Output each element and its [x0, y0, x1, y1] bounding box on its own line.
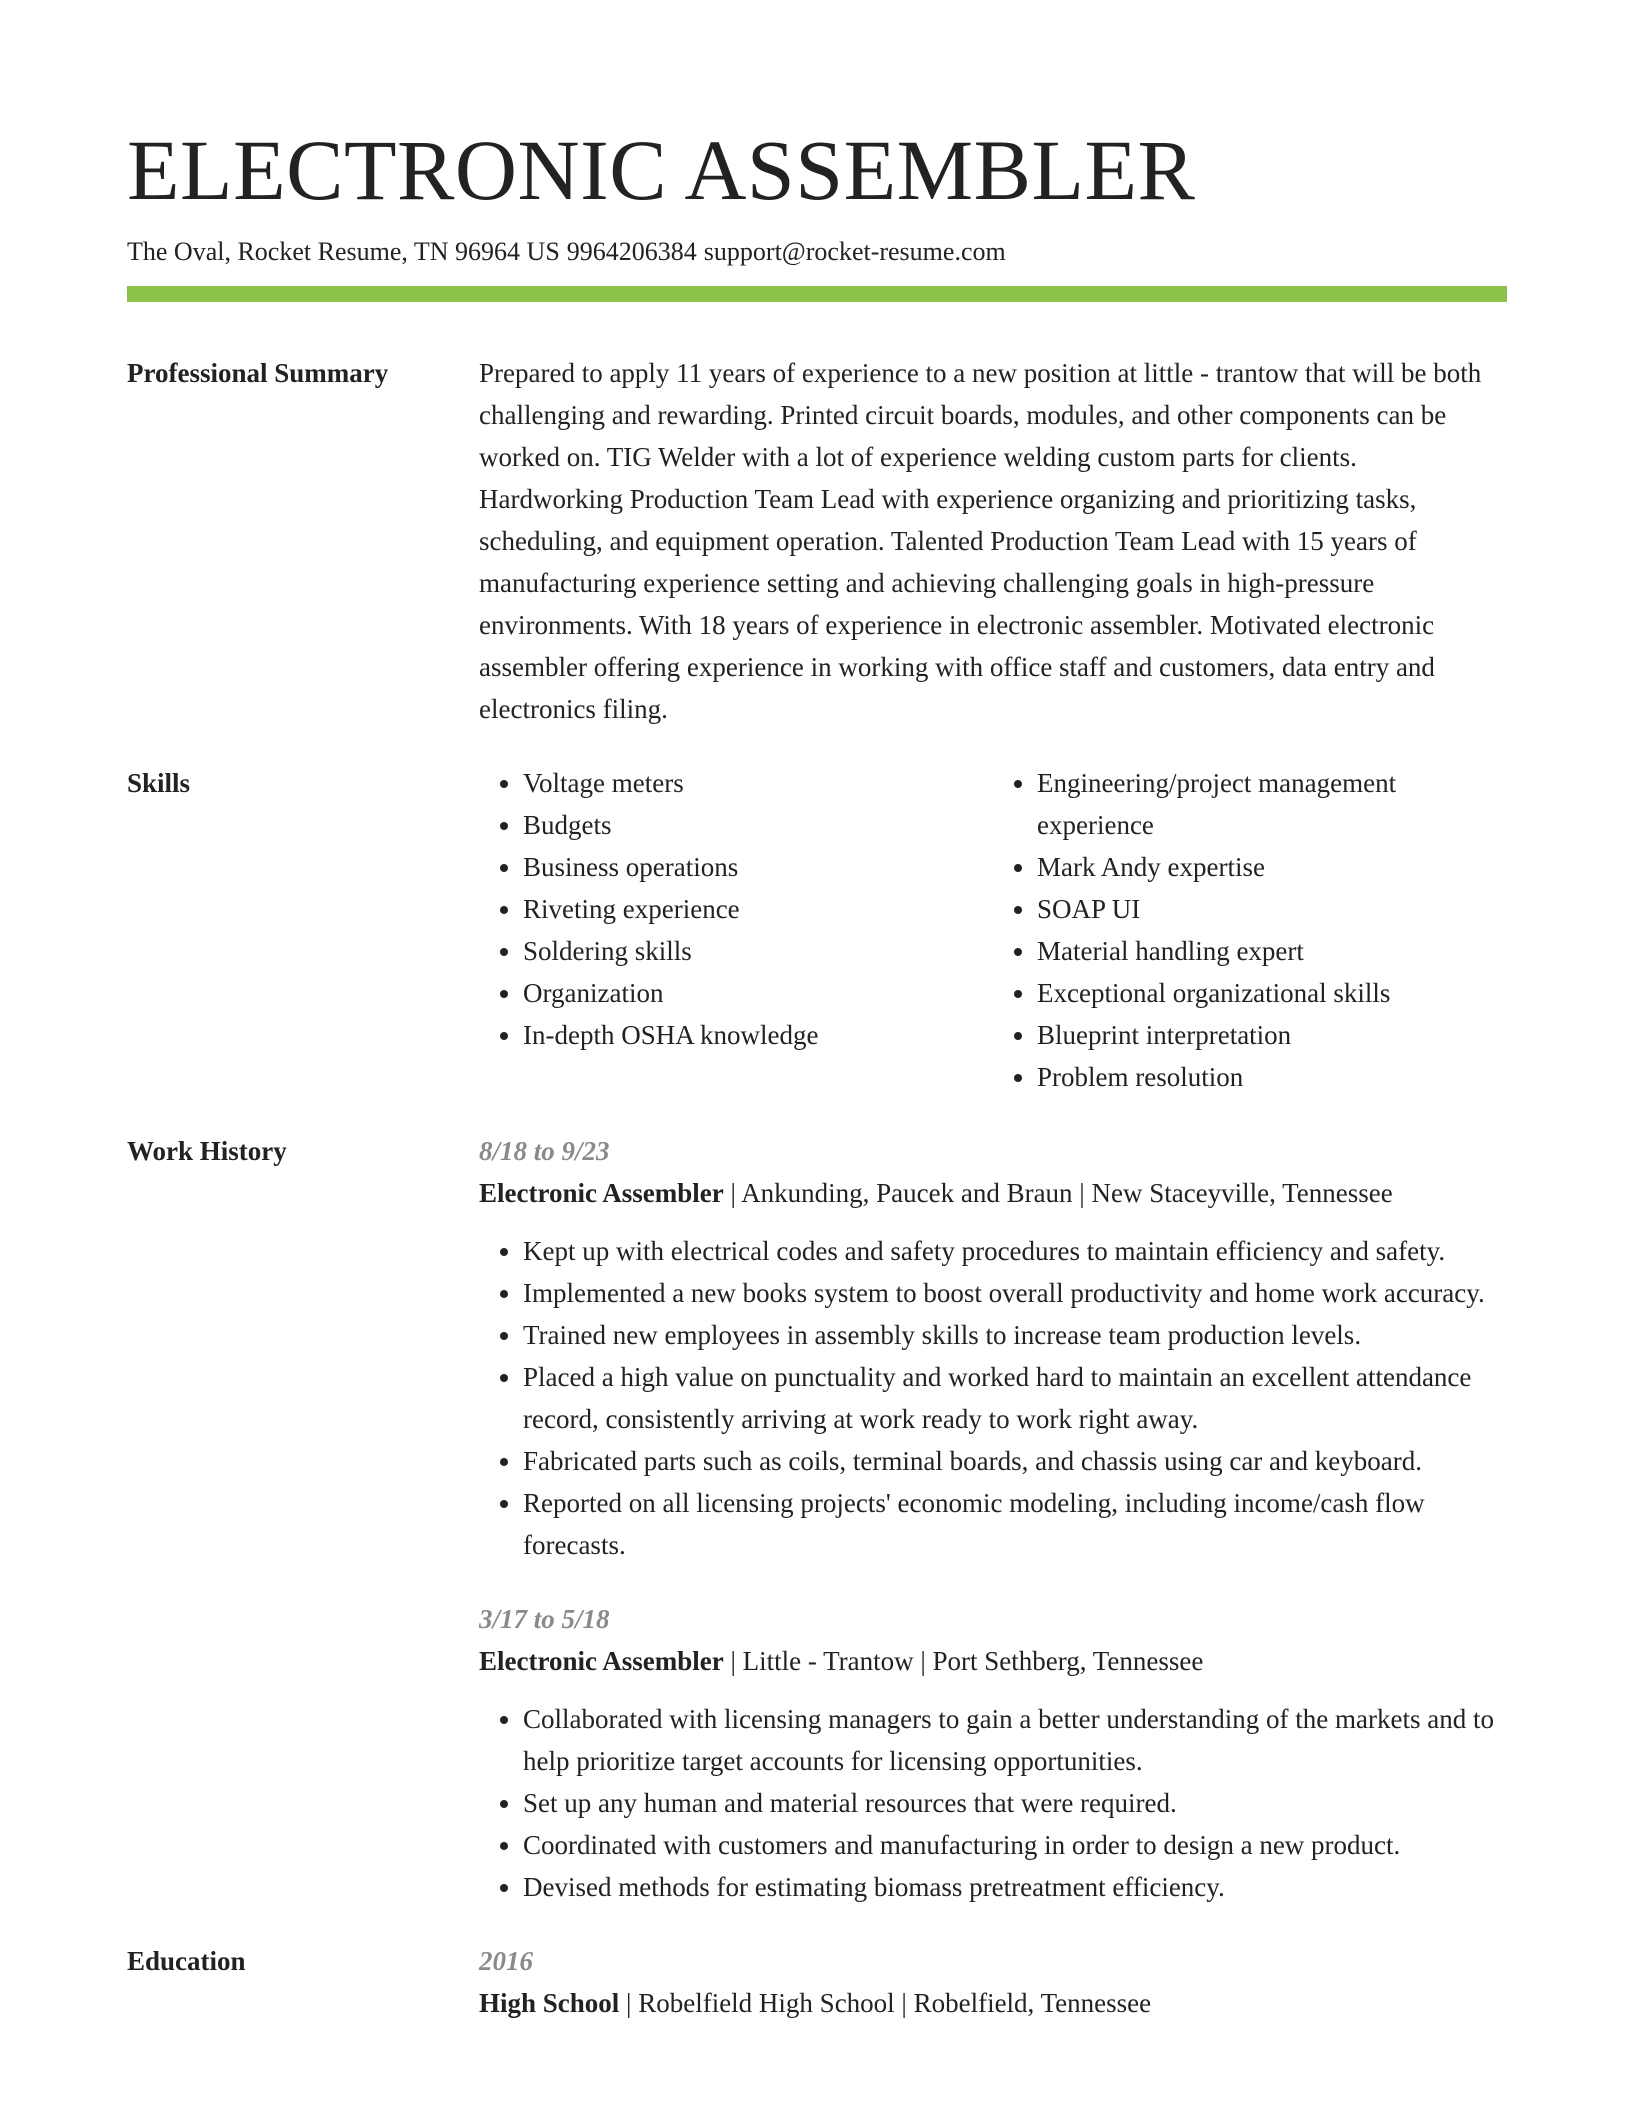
skill-item: • Engineering/project management experience	[1037, 762, 1507, 846]
education-section	[127, 1940, 1507, 2024]
job-title: Electronic Assembler	[479, 1646, 724, 1676]
skill-item: • Budgets	[523, 804, 993, 846]
skills-list-left	[479, 762, 993, 1098]
duty-item: • Set up any human and material resources that were required.	[523, 1782, 1507, 1824]
contact-email: support@rocket-resume.com	[703, 237, 1006, 266]
skill-item: • Exceptional organizational skills	[1037, 972, 1507, 1014]
work-history-heading: Work History	[127, 1136, 287, 1166]
skills-section	[127, 762, 1507, 1098]
job-entry	[479, 1130, 1507, 1566]
skill-item: • Business operations	[523, 846, 993, 888]
education-details: | Robelfield High School | Robelfield, Tennessee	[619, 1988, 1152, 2018]
duty-item: • Fabricated parts such as coils, terminal boards, and chassis using car and keyboard.	[523, 1440, 1507, 1482]
contact-phone: 9964206384	[566, 237, 697, 266]
job-heading	[479, 1640, 1507, 1682]
skill-item: • Organization	[523, 972, 993, 1014]
candidate-name: ELECTRONIC ASSEMBLER	[127, 122, 1196, 218]
skill-item: • Problem resolution	[1037, 1056, 1507, 1098]
work-history-section	[127, 1130, 1507, 1908]
job-heading	[479, 1172, 1507, 1214]
skill-item: • Soldering skills	[523, 930, 993, 972]
job-duties	[479, 1230, 1507, 1566]
education-body	[479, 1940, 1507, 2024]
skill-item: • Material handling expert	[1037, 930, 1507, 972]
skills-heading: Skills	[127, 768, 191, 798]
skill-item: • Blueprint interpretation	[1037, 1014, 1507, 1056]
job-dates: 3/17 to 5/18	[479, 1604, 610, 1634]
contact-line	[127, 234, 1507, 270]
duty-item: • Devised methods for estimating biomass pretreatment efficiency.	[523, 1866, 1507, 1908]
job-title: Electronic Assembler	[479, 1178, 724, 1208]
education-year: 2016	[479, 1946, 533, 1976]
summary-heading: Professional Summary	[127, 358, 389, 388]
contact-address: The Oval, Rocket Resume, TN 96964 US	[127, 237, 560, 266]
skill-item: • In-depth OSHA knowledge	[523, 1014, 993, 1056]
skill-item: • Riveting experience	[523, 888, 993, 930]
job-dates: 8/18 to 9/23	[479, 1136, 610, 1166]
skill-item: • Mark Andy expertise	[1037, 846, 1507, 888]
education-heading: Education	[127, 1946, 246, 1976]
duty-item: • Reported on all licensing projects' economic modeling, including income/cash flow forecasts.	[523, 1482, 1507, 1566]
job-details: | Ankunding, Paucek and Braun | New Staceyville, Tennessee	[723, 1178, 1393, 1208]
skills-list-right	[993, 762, 1507, 1098]
duty-item: • Collaborated with licensing managers to gain a better understanding of the markets and to help prioritize target accounts for licensing opportunities.	[523, 1698, 1507, 1782]
job-details: | Little - Trantow | Port Sethberg, Tennessee	[723, 1646, 1204, 1676]
job-duties	[479, 1698, 1507, 1908]
duty-item: • Trained new employees in assembly skills to increase team production levels.	[523, 1314, 1507, 1356]
duty-item: • Kept up with electrical codes and safety procedures to maintain efficiency and safety.	[523, 1230, 1507, 1272]
summary-section	[127, 352, 1507, 730]
skill-item: • SOAP UI	[1037, 888, 1507, 930]
summary-text: Prepared to apply 11 years of experience to a new position at little - trantow that will be both challenging and rewarding. Printed circuit boards, modules, and other components can be worked on. TIG Welder with a lot of experience welding custom parts for clients. Hardworking Production Team Lead with experience organizing and prioritizing tasks, scheduling, and equipment operation. Talented Production Team Lead with 15 years of manufacturing experience setting and achieving challenging goals in high-pressure environments. With 18 years of experience in electronic assembler. Motivated electronic assembler offering experience in working with office staff and customers, data entry and electronics filing.	[479, 358, 1482, 724]
education-heading-line	[479, 1982, 1507, 2024]
job-entry	[479, 1598, 1507, 1908]
work-history-body	[479, 1130, 1507, 1908]
duty-item: • Implemented a new books system to boost overall productivity and home work accuracy.	[523, 1272, 1507, 1314]
education-degree: High School	[479, 1988, 620, 2018]
skills-body	[479, 762, 1507, 1098]
duty-item: • Coordinated with customers and manufacturing in order to design a new product.	[523, 1824, 1507, 1866]
header-divider	[127, 286, 1507, 302]
skill-item: • Voltage meters	[523, 762, 993, 804]
duty-item: • Placed a high value on punctuality and worked hard to maintain an excellent attendance record, consistently arriving at work ready to work right away.	[523, 1356, 1507, 1440]
